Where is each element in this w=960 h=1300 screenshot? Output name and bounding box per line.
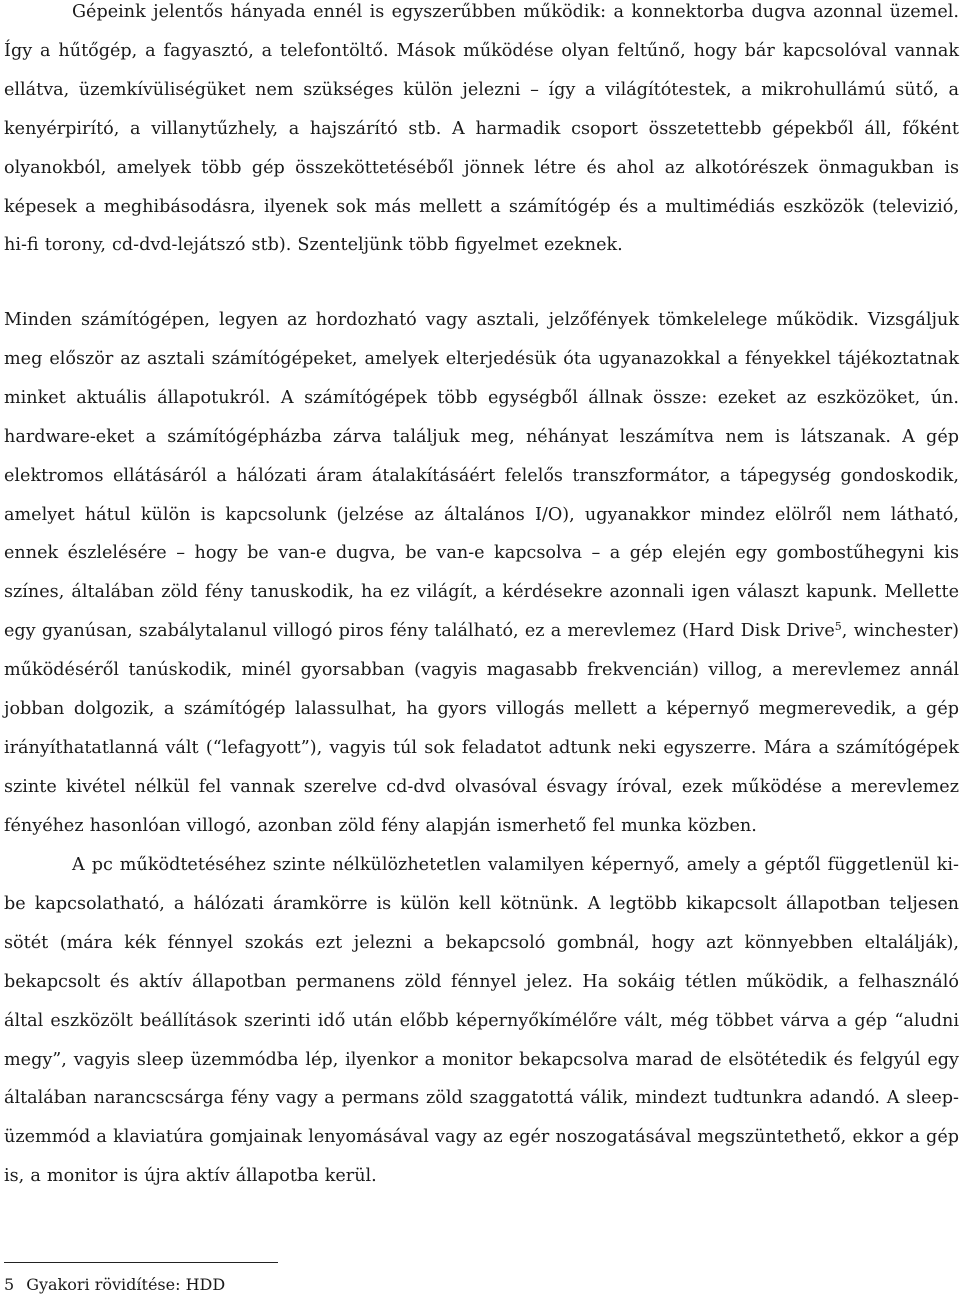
footnote-text: Gyakori rövidítése: HDD	[26, 1275, 226, 1294]
paragraph-text: Minden számítógépen, legyen az hordozható vagy asztali, jelzőfények tömkelelege működik. Vizsgáljuk meg először az asztali számítógépeket, amelyek elterjedésük óta ugyanazokkal a fényekkel tájékoztatnak minket aktuális állapotukról. A számítógépek több egységből állnak össze: ezeket az eszközöket, ún. hardware-eket a számítógépházba zárva találjuk meg, néhányat leszámítva nem is látszanak. A gép elektromos ellátásáról a hálózati áram átalakításáért felelős transzformátor, a tápegység gondoskodik, amelyet hátul külön is kapcsolunk (jelzése az általános I/O), ugyanakkor mindez elölről nem látható, ennek észlelésére – hogy be van-e dugva, be van-e kapcsolva – a gép elején egy gombostűhegyni kis színes, általában zöld fény tanuskodik, ha ez világít, a kérdésekre azonnali igen választ kapunk. Mellette egy gyanúsan, szabálytalanul villogó piros fény található, ez a merevlemez (Hard Disk Drive	[4, 310, 959, 642]
footnote-divider	[4, 1262, 278, 1263]
paragraph-text: , winchester) működéséről tanúskodik, minél gyorsabban (vagyis magasabb frekvencián) villog, a merevlemez annál jobban dolgozik, a számítógép lalassulhat, ha gyors villogás mellett a képernyő megmerevedik, a gép irányíthatatlanná vált (“lefagyott”), vagyis túl sok feladatot adtunk neki egyszerre. Mára a számítógépek szinte kivétel nélkül fel vannak szerelve cd-dvd olvasóval ésvagy íróval, ezek működése a merevlemez fényéhez hasonlóan villogó, azonban zöld fény alapján ismerhető fel munka közben.	[4, 621, 959, 836]
footnote-number: 5	[4, 1275, 15, 1294]
footnote-reference[interactable]: 5	[834, 620, 842, 634]
paragraph-computer-lights	[4, 301, 959, 846]
paragraph-devices: Gépeink jelentős hányada ennél is egyszerűbben működik: a konnektorba dugva azonnal üzemel. Így a hűtőgép, a fagyasztó, a telefontöltő. Mások működése olyan feltűnő, hogy bár kapcsolóval vannak ellátva, üzemkívüliségüket nem szükséges külön jelezni – így a világítótestek, a mikrohullámú sütő, a kenyérpirító, a villanytűzhely, a hajszárító stb. A harmadik csoport összetettebb gépekből áll, főként olyanokból, amelyek több gép összeköttetéséből jönnek létre és ahol az alkotórészek önmagukban is képesek a meghibásodásra, ilyenek sok más mellett a számítógép és a multimédiás eszközök (televizió, hi-fi torony, cd-dvd-lejátszó stb). Szenteljünk több figyelmet ezeknek.	[4, 2, 959, 256]
paragraph-monitor: A pc működtetéséhez szinte nélkülözhetetlen valamilyen képernyő, amely a géptől függetlenül ki-be kapcsolatható, a hálózati áramkörre is külön kell kötnünk. A legtöbb kikapcsolt állapotban teljesen sötét (mára kék fénnyel szokás ezt jelezni a bekapcsoló gombnál, hogy azt könnyebben eltalálják), bekapcsolt és aktív állapotban permanens zöld fénnyel jelez. Ha sokáig tétlen működik, a felhasználó által eszközölt beállítások szerinti idő után előbb képernyőkímélőre vált, még többet várva a gép “aludni megy”, vagyis sleep üzemmódba lép, ilyenkor a monitor bekapcsolva marad de elsötétedik és felgyúl egy általában narancscsárga fény vagy a permans zöld szaggatottá válik, mindezt tudtunkra adandó. A sleep-üzemmód a klaviatúra gomjainak lenyomásával vagy az egér noszogatásával megszüntethető, ekkor a gép is, a monitor is újra aktív állapotba kerül.	[4, 855, 959, 1187]
footnote	[4, 1274, 225, 1296]
